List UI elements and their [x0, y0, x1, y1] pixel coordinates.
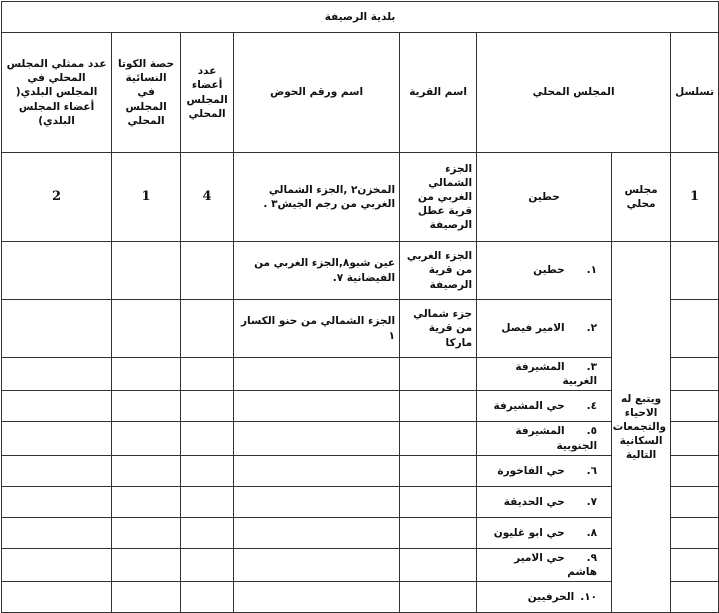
- members-cell: 4: [181, 153, 234, 242]
- council-name-cell: حطين: [477, 153, 612, 242]
- item-name-cell: ١٠.الحرفيين: [477, 582, 612, 613]
- quota-cell: 1: [112, 153, 181, 242]
- table-row: [2, 455, 719, 486]
- item-name-cell: ٦.حي الفاخورة: [477, 455, 612, 486]
- header-council: المجلس المحلي: [477, 33, 671, 153]
- item-name-cell: ٣.المشيرفة الغربية: [477, 358, 612, 391]
- header-quota: حصة الكوتا النسائية في المجلس المحلي: [112, 33, 181, 153]
- council-type-cell: مجلس محلي: [612, 153, 671, 242]
- basin-cell: المخزن٢ ,الجزء الشمالي الغربي من رجم الجيش٣ .: [234, 153, 400, 242]
- item-name-cell: ٧.حي الحديقة: [477, 486, 612, 517]
- item-name-cell: ٩.حي الامير هاشم: [477, 548, 612, 581]
- village-cell: الجزء الغربي من قرية الرصيفة: [400, 242, 477, 300]
- header-serial: تسلسل: [671, 33, 719, 153]
- item-name-cell: ٨.حي ابو غليون: [477, 517, 612, 548]
- basin-cell: عين شبو٨,الجزء الغربي من الفيضانية ٧.: [234, 242, 400, 300]
- table-row: [2, 582, 719, 613]
- village-cell: الجزء الشمالي الغربي من قرية عطل الرصيفة: [400, 153, 477, 242]
- header-village: اسم القرية: [400, 33, 477, 153]
- table-row: [2, 391, 719, 422]
- table-row: [2, 358, 719, 391]
- table-row: [2, 153, 719, 242]
- village-cell: جزء شمالي من قرية ماركا: [400, 300, 477, 358]
- header-basin: اسم ورقم الحوض: [234, 33, 400, 153]
- item-name-cell: ٢.الامير فيصل: [477, 300, 612, 358]
- municipality-table: [1, 1, 719, 613]
- affiliated-label-cell: ويتبع له الاحياء والتجمعات السكانية التالية: [612, 242, 671, 613]
- item-name-cell: ٤.حي المشيرفة: [477, 391, 612, 422]
- table-row: [2, 300, 719, 358]
- header-members: عدد أعضاء المجلس المحلي: [181, 33, 234, 153]
- table-row: [2, 486, 719, 517]
- table-row: [2, 548, 719, 581]
- item-name-cell: ٥.المشيرفة الجنوبية: [477, 422, 612, 455]
- table-row: [2, 242, 719, 300]
- table-title: بلدية الرصيفة: [2, 2, 719, 33]
- basin-cell: الجزء الشمالي من حنو الكسار ١: [234, 300, 400, 358]
- header-reps: عدد ممثلي المجلس المحلي في المجلس البلدي( أعضاء المجلس البلدي): [2, 33, 112, 153]
- item-name-cell: ١.حطين: [477, 242, 612, 300]
- table-row: [2, 517, 719, 548]
- table-row: [2, 422, 719, 455]
- serial-cell: [671, 300, 719, 358]
- reps-cell: 2: [2, 153, 112, 242]
- serial-cell: [671, 242, 719, 300]
- serial-cell: 1: [671, 153, 719, 242]
